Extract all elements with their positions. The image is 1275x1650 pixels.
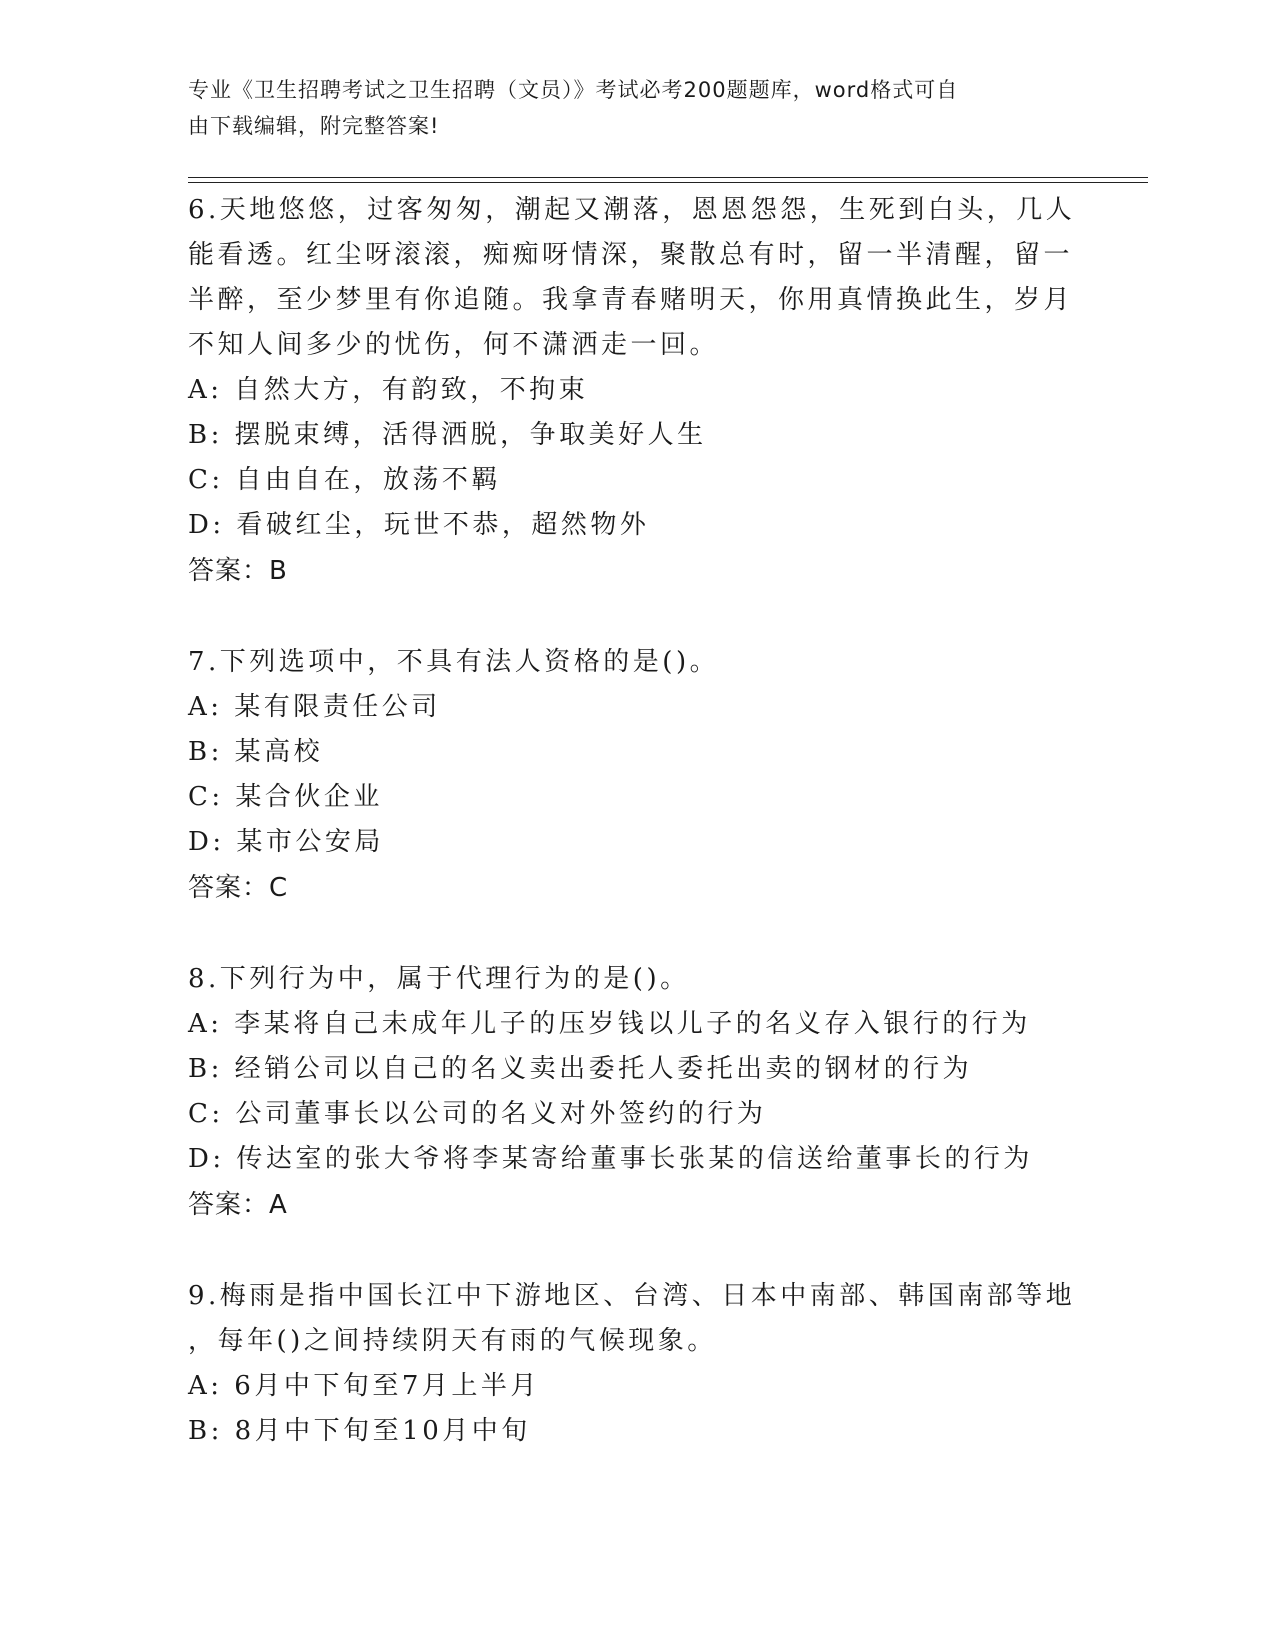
- option-c: C: 公司董事长以公司的名义对外签约的行为: [188, 1099, 767, 1129]
- header-divider-top: [188, 177, 1148, 178]
- question-text-line: 半醉，至少梦里有你追随。我拿青春赌明天，你用真情换此生，岁月: [188, 285, 1074, 315]
- option-d: D: 某市公安局: [188, 827, 384, 857]
- question-9: [188, 1274, 1088, 1454]
- answer-label: 答案：C: [188, 873, 289, 903]
- option-d: D: 看破红尘，玩世不恭，超然物外: [188, 510, 650, 540]
- option-b: B: 经销公司以自己的名义卖出委托人委托出卖的钢材的行为: [188, 1054, 973, 1084]
- header-line-1: 专业《卫生招聘考试之卫生招聘（文员）》考试必考200题题库，word格式可自: [188, 78, 959, 102]
- document-header: [188, 72, 1068, 144]
- option-b: B: 摆脱束缚，活得洒脱，争取美好人生: [188, 420, 707, 450]
- option-a: A: 李某将自己未成年儿子的压岁钱以儿子的名义存入银行的行为: [188, 1009, 1031, 1039]
- question-text-line: 6.天地悠悠，过客匆匆，潮起又潮落，恩恩怨怨，生死到白头，几人: [188, 195, 1076, 225]
- question-text-line: 不知人间多少的忧伤，何不潇洒走一回。: [188, 330, 720, 360]
- question-text-line: 9.梅雨是指中国长江中下游地区、台湾、日本中南部、韩国南部等地: [188, 1281, 1076, 1311]
- question-text-line: ，每年()之间持续阴天有雨的气候现象。: [188, 1326, 717, 1356]
- option-b: B: 8月中下旬至10月中旬: [188, 1416, 531, 1446]
- question-text-line: 7.下列选项中，不具有法人资格的是()。: [188, 647, 720, 677]
- option-c: C: 自由自在，放荡不羁: [188, 465, 501, 495]
- question-7: [188, 640, 1088, 911]
- answer-label: 答案：B: [188, 556, 288, 586]
- option-d: D: 传达室的张大爷将李某寄给董事长张某的信送给董事长的行为: [188, 1144, 1033, 1174]
- option-a: A: 自然大方，有韵致，不拘束: [188, 375, 589, 405]
- question-text-line: 能看透。红尘呀滚滚，痴痴呀情深，聚散总有时，留一半清醒，留一: [188, 240, 1074, 270]
- option-a: A: 某有限责任公司: [188, 692, 441, 722]
- option-a: A: 6月中下旬至7月上半月: [188, 1371, 540, 1401]
- header-line-2: 由下载编辑，附完整答案!: [188, 114, 440, 138]
- header-divider-bottom: [188, 182, 1148, 183]
- question-8: [188, 957, 1088, 1228]
- question-6: [188, 188, 1088, 594]
- option-b: B: 某高校: [188, 737, 324, 767]
- option-c: C: 某合伙企业: [188, 782, 383, 812]
- question-text-line: 8.下列行为中，属于代理行为的是()。: [188, 964, 690, 994]
- answer-label: 答案：A: [188, 1190, 288, 1220]
- question-list: [188, 188, 1088, 1500]
